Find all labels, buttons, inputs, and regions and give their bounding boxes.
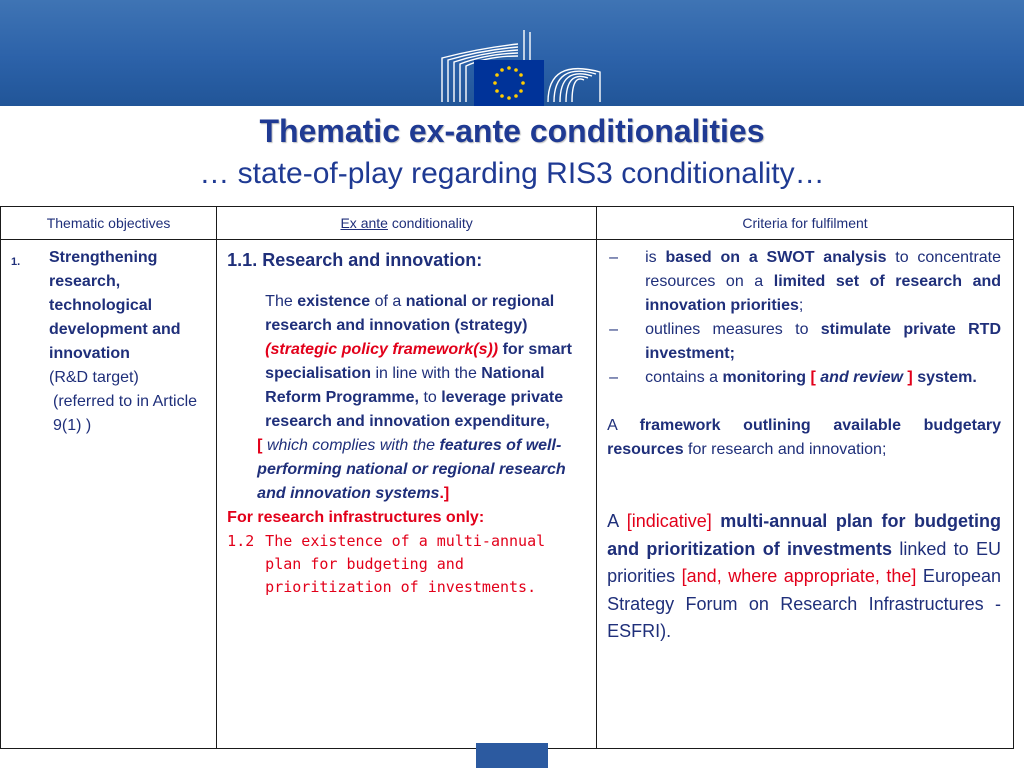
bracket-open: [ <box>810 369 816 386</box>
text-smart-specialisation: for smart specialisation <box>265 341 572 382</box>
slide-title: Thematic ex-ante conditionalities <box>259 113 765 149</box>
header-thematic-objectives: Thematic objectives <box>1 207 217 240</box>
text-of-a: of a <box>370 293 406 310</box>
text-national-strategy: national or regional research and innovation (strategy) <box>265 293 555 334</box>
text-for-research: for research and innovation; <box>683 441 887 458</box>
conditionality-heading: 1.1. Research and innovation: <box>227 250 483 270</box>
conditionality-cell <box>217 240 597 749</box>
dash-bullet: – <box>609 369 618 386</box>
text-strategic-framework: (strategic policy framework(s)) <box>265 341 499 358</box>
bracket-close: .] <box>439 485 450 502</box>
objective-number: 1. <box>11 256 21 268</box>
text-swot: based on a SWOT analysis <box>665 249 887 266</box>
text-semicolon: ; <box>798 297 804 314</box>
text-indicative: [indicative] <box>626 511 712 531</box>
text-is: is <box>645 249 666 266</box>
header-conditionality-text: conditionality <box>387 215 473 231</box>
criteria-item-rtd <box>607 318 1001 366</box>
text-linked: linked to EU priorities <box>607 538 1001 586</box>
infrastructure-number: 1.2 <box>227 532 255 550</box>
criteria-item-monitoring <box>607 366 1001 390</box>
dash-bullet: – <box>609 321 618 338</box>
text-esfri: European Strategy Forum on Research Infrastructures -ESFRI). <box>607 566 1001 641</box>
dash-bullet: – <box>609 249 618 266</box>
table-row <box>1 240 1014 749</box>
text-and-review: and review <box>820 369 903 386</box>
criteria-framework <box>607 414 1001 462</box>
text-rtd: stimulate private RTD investment; <box>645 321 1002 362</box>
objective-cell <box>1 240 217 749</box>
text-a: A <box>607 417 640 434</box>
criteria-item-swot <box>607 246 1001 318</box>
objective-target: (R&D target) <box>49 369 139 386</box>
header-criteria-for-fulfilment: Criteria for fulfilment <box>597 207 1014 240</box>
infrastructure-paragraph <box>227 530 590 599</box>
criteria-plan <box>607 508 1001 646</box>
objective-reference: (referred to in Article 9(1) ) <box>53 393 198 434</box>
conditionality-paragraph <box>265 290 590 434</box>
text-existence: existence <box>297 293 371 310</box>
text-priorities: limited set of research and innovation priorities <box>645 273 1002 314</box>
text-complies: which complies with the <box>262 437 440 454</box>
header-ex-ante-underlined: Ex ante <box>340 215 388 231</box>
text-concentrate: to concentrate resources on a <box>645 249 1002 290</box>
text-multi-annual-plan: multi-annual plan for budgeting and prioritization of investments <box>607 511 1001 559</box>
table-header-row <box>1 207 1014 240</box>
features-paragraph <box>257 434 590 506</box>
text-a: A <box>607 511 627 531</box>
slide-subtitle: … state-of-play regarding RIS3 conditionality… <box>199 157 825 190</box>
bracket-close: ] <box>907 369 913 386</box>
objective-title: Strengthening research, technological development and innovation <box>49 249 181 362</box>
text-monitoring: monitoring <box>722 369 807 386</box>
infrastructure-text: The existence of a multi-annual plan for budgeting and prioritization of investments. <box>265 532 546 596</box>
criteria-cell <box>597 240 1014 749</box>
text-the: The <box>265 293 298 310</box>
text-leverage: leverage private research and innovation expenditure, <box>265 389 564 430</box>
text-where-appropriate: [and, where appropriate, the] <box>681 566 917 586</box>
bracket-open: [ <box>257 437 263 454</box>
infrastructure-heading: For research infrastructures only: <box>227 509 485 526</box>
eu-flag-icon <box>476 743 548 768</box>
text-outlines: outlines measures to <box>645 321 821 338</box>
text-features: features of well-performing national or regional research and innovation systems <box>257 437 566 502</box>
text-contains: contains a <box>645 369 723 386</box>
text-to: to <box>419 389 442 406</box>
conditionality-table <box>0 206 1014 749</box>
text-nrp: National Reform Programme, <box>265 365 545 406</box>
european-commission-logo-icon <box>440 28 610 106</box>
header-ex-ante-conditionality <box>217 207 597 240</box>
text-system: system. <box>917 369 977 386</box>
text-framework: framework outlining available budgetary resources <box>607 417 1001 458</box>
text-in-line: in line with the <box>371 365 482 382</box>
